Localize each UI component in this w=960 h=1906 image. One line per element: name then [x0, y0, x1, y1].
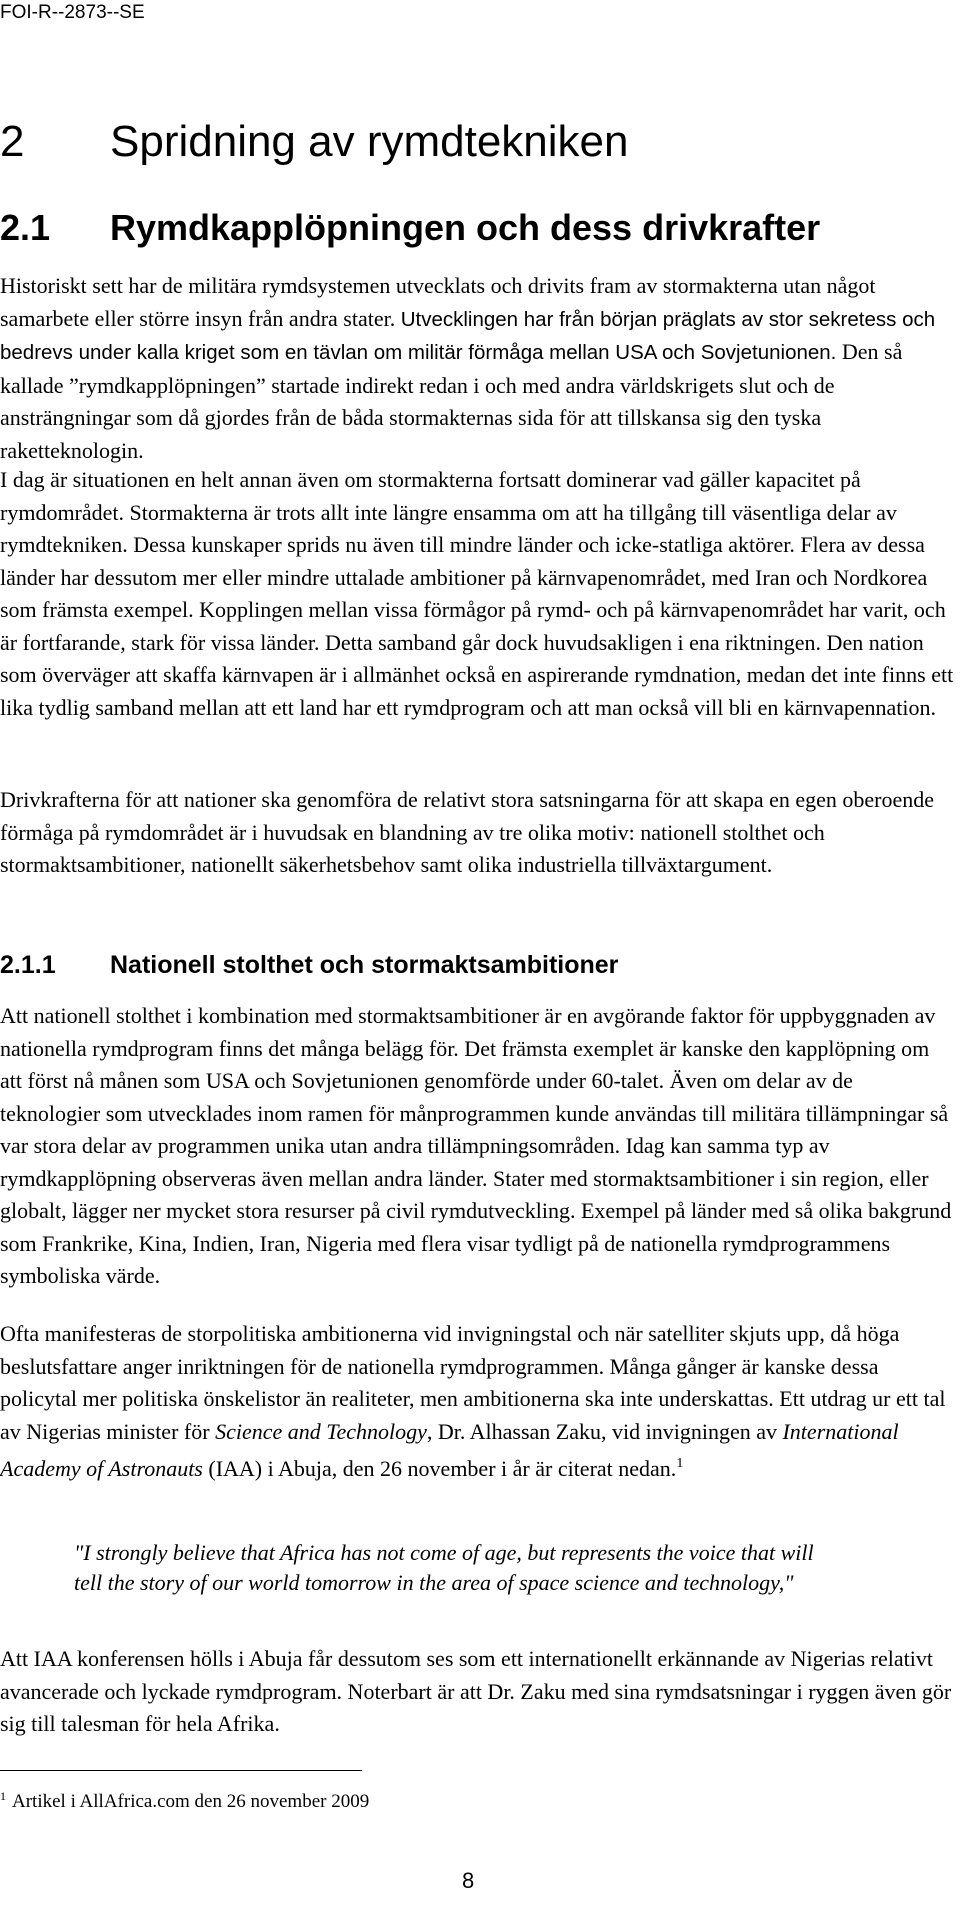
subsection-heading — [0, 950, 618, 980]
block-quote: "I strongly believe that Africa has not come of age, but represents the voice that will tell the story of our world tomorrow in the area of space science and technology," — [74, 1540, 814, 1595]
chapter-title: Spridning av rymdtekniken — [110, 117, 629, 166]
paragraph-history — [0, 270, 955, 467]
paragraph-history-part-b: Utvecklingen har från början präglats av stor sekretess och bedrevs under kalla kriget som en tävlan om militär förmåga mellan USA och Sovjetunionen. — [0, 307, 936, 364]
paragraph-ambitions-part-e: (IAA) i Abuja, den 26 november i år är citerat nedan. — [202, 1456, 677, 1481]
paragraph-history-part-c: Den så kallade ”rymdkapplöpningen” startade indirekt redan i och med andra världskrigets slut och de ansträngningar som då gjordes från de båda stormakternas sida för att tillskansa sig den tyska raketteknologin. — [0, 339, 903, 463]
paragraph-driving-forces: Drivkrafterna för att nationer ska genomföra de relativt stora satsningarna för att skapa en egen oberoende förmåga på rymdområdet är i huvudsak en blandning av tre olika motiv: nationell stolthet och stormaktsambitioner, nationellt säkerhetsbehov samt olika industriella tillväxtargument. — [0, 787, 935, 877]
paragraph-national-pride: Att nationell stolthet i kombination med stormaktsambitioner är en avgörande faktor för uppbyggnaden av nationella rymdprogram finns det många belägg för. Det främsta exemplet är kanske den kapplöpning om att först nå månen som USA och Sovjetunionen genomförde under 60-talet. Även om delar av de teknologier som utvecklades inom ramen för månprogrammen kunde användas till militära tillämpningar så var stora delar av programmen unika utan andra tillämpningsområden. Idag kan samma typ av rymdkapplöpning observeras även mellan andra länder. Stater med stormaktsambitioner i sin region, eller globalt, lägger ner mycket stora resurser på civil rymdutveckling. Exempel på länder med så olika bakgrund som Frankrike, Kina, Indien, Iran, Nigeria med flera visar tydligt på de nationella rymdprogrammens symboliska värde. — [0, 1003, 952, 1288]
paragraph-political-ambitions — [0, 1318, 955, 1486]
paragraph-ambitions-part-a: Ofta manifesteras de storpolitiska ambitionerna vid invigningstal och när satelliter skjuts upp, då höga beslutsfattare anger inriktningen för de nationella rymdprogrammen. Många gånger är kanske dessa policytal mer politiska önskelistor än realiteter, men ambitionerna ska inte underskattas. Ett utdrag ur ett tal av Nigerias minister för — [0, 1321, 946, 1444]
paragraph-history-part-a: Historiskt sett har de militära rymdsystemen utvecklats och drivits fram av stormakterna utan något samarbete eller större insyn från andra stater. — [0, 273, 876, 331]
subsection-title: Nationell stolthet och stormaktsambitioner — [110, 951, 619, 979]
page-number: 8 — [462, 1868, 475, 1893]
footnote-mark: 1 — [0, 1789, 6, 1803]
paragraph-ambitions-part-c: , Dr. Alhassan Zaku, vid invigningen av — [426, 1418, 783, 1444]
section-number: 2.1 — [0, 207, 51, 248]
footnote-text: Artikel i AllAfrica.com den 26 november 2009 — [12, 1791, 370, 1812]
footnote — [0, 1784, 369, 1814]
section-heading — [0, 206, 820, 250]
footnote-separator — [0, 1770, 362, 1771]
document-id-header: FOI-R--2873--SE — [0, 2, 145, 23]
paragraph-situation-today: I dag är situationen en helt annan även om stormakterna fortsatt dominerar vad gäller kapacitet på rymdområdet. Stormakterna är trots allt inte längre ensamma om att ha tillgång till väsentliga delar av rymdtekniken. Dessa kunskaper sprids nu även till mindre länder och icke-statliga aktörer. Flera av dessa länder har dessutom mer eller mindre uttalade ambitioner på kärnvapenområdet, med Iran och Nordkorea som främsta exempel. Kopplingen mellan vissa förmågor på rymd- och på kärnvapenområdet har varit, och är fortfarande, stark för vissa länder. Detta samband går dock huvudsakligen i ena riktningen. Den nation som överväger att skaffa kärnvapen är i allmänhet också en aspirerande rymdnation, medan det inte finns ett lika tydlig samband mellan att ett land har ett rymdprogram och att man också vill bli en kärnvapennation. — [0, 467, 954, 720]
chapter-number: 2 — [0, 117, 25, 166]
subsection-number: 2.1.1 — [0, 951, 56, 979]
paragraph-iaa-conference: Att IAA konferensen hölls i Abuja får dessutom ses som ett internationellt erkännande av Nigerias relativt avancerade och lyckade rymdprogram. Noterbart är att Dr. Zaku med sina rymdsatsningar i ryggen även gör sig till talesman för hela Afrika. — [0, 1646, 952, 1736]
iaa-name: International Academy of Astronauts — [0, 1418, 899, 1481]
section-title: Rymdkapplöpningen och dess drivkrafter — [110, 207, 821, 248]
footnote-reference: 1 — [676, 1456, 684, 1471]
science-and-technology-title: Science and Technology — [215, 1418, 427, 1444]
chapter-heading — [0, 116, 628, 168]
